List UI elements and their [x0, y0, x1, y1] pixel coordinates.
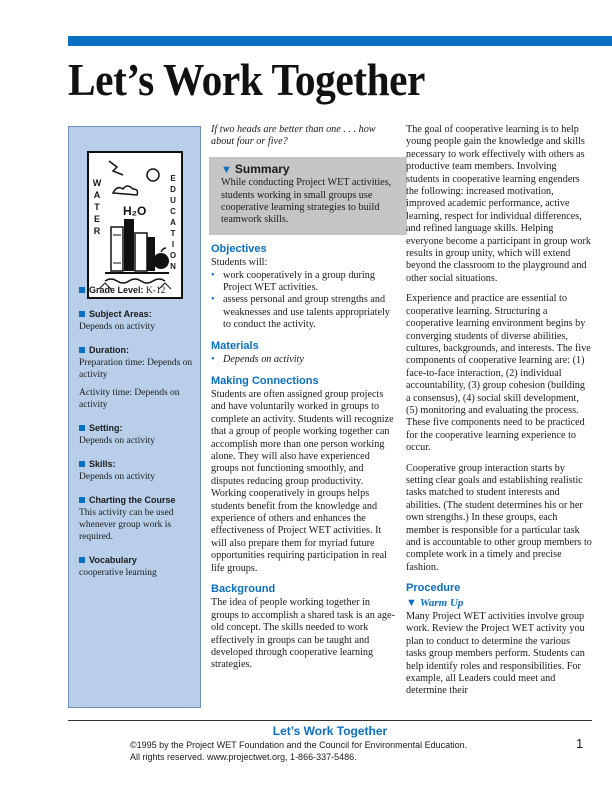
triangle-down-icon: ▼ — [406, 596, 417, 609]
list-item — [211, 270, 397, 295]
material-text: Depends on activity — [223, 354, 304, 366]
background-text: The idea of people working together in groups to accomplish a shared task is an age-old concept. The skills needed to work effectively in groups can be taught and developed through cooperative learning strategies. — [211, 597, 395, 671]
sidebar-info-list — [79, 284, 199, 590]
summary-heading — [221, 163, 397, 176]
column-2 — [406, 124, 592, 706]
warm-up-heading-text: Warm Up — [419, 596, 464, 609]
sidebar-label: Charting the Course — [89, 495, 176, 505]
square-bullet-icon — [79, 461, 85, 467]
paragraph-group-interaction: Cooperative group interaction starts by setting clear goals and establishing realistic tasks matched to student interests and abilities. (The student determines his or her own strengths.) In these groups, each member is responsible for a particular task and is accountable to other group members to complete work in a timely and precise fashion. — [406, 462, 592, 573]
sidebar-value-2: Activity time: Depends on activity — [79, 388, 180, 410]
sidebar-label: Vocabulary — [89, 555, 137, 565]
sidebar-value: K-12 — [145, 286, 166, 296]
sidebar-value: This activity can be used whenever group work is required. — [79, 508, 174, 542]
summary-text: While conducting Project WET activities, students working in small groups use cooperative learning strategies to build teamwork skills. — [221, 177, 392, 226]
footer-copyright — [130, 739, 467, 763]
footer-title: Let’s Work Together — [272, 724, 388, 738]
objectives-heading: Objectives — [211, 242, 267, 255]
sidebar-value: Preparation time: Depends on activity — [79, 358, 193, 380]
sidebar-label: Grade Level: — [89, 285, 144, 295]
making-connections-heading: Making Connections — [211, 374, 319, 387]
bullet-icon: • — [211, 354, 215, 366]
objectives-lead: Students will: — [211, 257, 268, 269]
bullet-icon: • — [211, 294, 215, 306]
sidebar — [68, 126, 201, 708]
sidebar-item-duration — [79, 344, 199, 411]
sidebar-label: Duration: — [89, 345, 129, 355]
page-title: Let’s Work Together — [68, 55, 425, 105]
materials-heading: Materials — [211, 339, 259, 352]
page-number: 1 — [576, 736, 584, 751]
logo-word-education: E D U C A T I O N — [169, 174, 177, 271]
intro-question: If two heads are better than one . . . how about four or five? — [211, 124, 376, 148]
square-bullet-icon — [79, 425, 85, 431]
list-item — [211, 354, 397, 366]
paragraph-experience: Experience and practice are essential to cooperative learning. Structuring a cooperative learning environment begins by converging students of diverse abilities, cultures, backgrounds, and interests. The five components of cooperative learning are: (1) face-to-face interaction, (2) individual accountability, (3) group cohesion (building a consensus), (4) social skill development, (5) monitoring and evaluating the process. These five components need to be practiced for the cooperative learning experience to occur. — [406, 293, 591, 454]
column-1 — [211, 124, 397, 680]
sidebar-item-grade-level — [79, 284, 199, 297]
bullet-icon: • — [211, 269, 215, 281]
procedure-heading: Procedure — [406, 582, 461, 595]
objective-text: work cooperatively in a group during Project WET activities. — [223, 269, 375, 294]
sidebar-item-charting-the-course — [79, 494, 199, 543]
sidebar-value: Depends on activity — [79, 322, 155, 332]
copyright-line: ©1995 by the Project WET Foundation and the Council for Environmental Education. — [130, 740, 468, 750]
making-connections-text: Students are often assigned group projects and have voluntarily worked in groups to complete an activity. Students will recognize that a group of people working together can accomplish more than one person working alone. They will also have experienced groups not functioning smoothly, and disputes reducing group productivity. Working cooperatively in groups helps students benefit from the knowledge and experience of others and enhances the effectiveness of Project WET activities. It will also prepare them for myriad future opportunities requiring participation in real life groups. — [211, 388, 394, 574]
square-bullet-icon — [79, 497, 85, 503]
triangle-down-icon: ▼ — [221, 163, 232, 176]
objective-text: assess personal and group strengths and weaknesses and use talents appropriately to conduct the activity. — [223, 294, 390, 331]
sidebar-value: Depends on activity — [79, 472, 155, 482]
paragraph-goal: The goal of cooperative learning is to help young people gain the knowledge and skills necessary to work effectively with others as productive team members. Involving students in cooperative learning engenders the following: increased motivation, improved academic performance, active learning, respect for individual differences, and refined language skills. Helping everyone become a participant in group work results in group unity, which will extend beyond the classroom to the playground and other social situations. — [406, 124, 592, 284]
summary-box — [209, 157, 407, 235]
sidebar-value: cooperative learning — [79, 568, 157, 578]
square-bullet-icon — [79, 347, 85, 353]
sidebar-label: Setting: — [89, 423, 123, 433]
summary-heading-text: Summary — [234, 161, 290, 176]
sidebar-item-subject-areas — [79, 308, 199, 333]
h2o-label: H₂O — [123, 204, 147, 218]
header-bar — [68, 36, 612, 46]
project-wet-logo — [87, 151, 183, 299]
warm-up-text: Many Project WET activities involve group work. Review the Project WET activity you plan to conduct to determine the various tasks group members perform. Students can help identify roles and responsibilities. For example, all Leaders could meet and determine their — [406, 611, 585, 697]
logo-word-water: W A T E R — [92, 178, 102, 236]
sidebar-item-setting — [79, 422, 199, 447]
warm-up-heading — [406, 597, 592, 609]
sidebar-item-skills — [79, 458, 199, 483]
sidebar-item-vocabulary — [79, 554, 199, 579]
list-item — [211, 294, 397, 331]
sidebar-label: Subject Areas: — [89, 309, 152, 319]
footer-divider — [68, 720, 592, 721]
square-bullet-icon — [79, 311, 85, 317]
background-heading: Background — [211, 583, 276, 595]
square-bullet-icon — [79, 287, 85, 293]
sidebar-label: Skills: — [89, 459, 116, 469]
sidebar-value: Depends on activity — [79, 436, 155, 446]
rights-line: All rights reserved. www.projectwet.org, 1-866-337-5486. — [130, 752, 357, 762]
square-bullet-icon — [79, 557, 85, 563]
